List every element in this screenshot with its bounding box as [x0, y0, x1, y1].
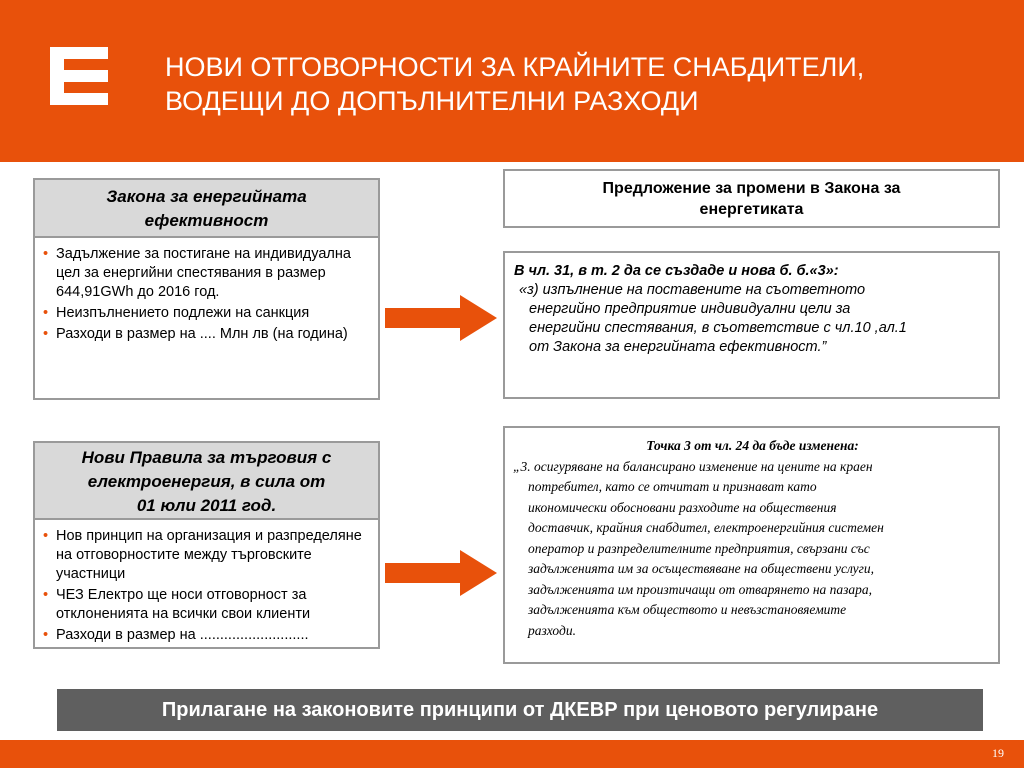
bullet-icon: •	[43, 326, 49, 342]
heading-line-2: ефективност	[144, 211, 269, 230]
heading-line-2: електроенергия, в сила от	[87, 472, 326, 491]
bullet-icon: •	[43, 587, 49, 603]
energy-efficiency-law-list	[35, 238, 378, 352]
header-band	[0, 0, 1024, 162]
cez-logo-icon	[50, 47, 108, 105]
page-title	[165, 50, 985, 118]
article-24-line: оператор и разпределителните предприятия, свързани със	[528, 540, 870, 556]
amendment-lead: В чл. 31, в т. 2 да се създаде и нова б. б.«3»:	[514, 263, 839, 279]
trading-rules-list	[35, 520, 378, 653]
page-number: 19	[992, 746, 1004, 760]
title-line-1: НОВИ ОТГОВОРНОСТИ ЗА КРАЙНИТЕ СНАБДИТЕЛИ,	[165, 52, 865, 82]
trading-rules-box	[33, 441, 380, 649]
article-24-line: задълженията към обществото и невъзстановяемите	[528, 602, 847, 617]
conclusion-banner: Прилагане на законовите принципи от ДКЕВР при ценовото регулиране	[57, 689, 983, 731]
proposal-heading-box	[503, 169, 1000, 228]
trading-rules-heading	[35, 443, 378, 520]
energy-act-amendment-box	[503, 251, 1000, 399]
bullet-icon: •	[43, 305, 49, 321]
article-24-line: задълженията им за осъществяване на обществени услуги,	[528, 561, 875, 576]
energy-efficiency-law-heading	[35, 180, 378, 238]
arrow-right-icon	[385, 550, 497, 596]
article-24-line: разходи.	[528, 622, 576, 638]
proposal-heading-line-1: Предложение за промени в Закона за	[602, 180, 901, 197]
heading-line-1: Закона за енергийната	[106, 187, 307, 206]
bullet-icon: •	[43, 528, 49, 544]
list-item: • Разходи в размер на ...........................	[43, 627, 309, 643]
bullet-icon: •	[43, 246, 49, 262]
arrow-right-icon	[385, 295, 497, 341]
amendment-line: енергийни спестявания, в съответствие с чл.10 ,ал.1	[529, 320, 907, 336]
article-24-line: доставчик, крайния снабдител, електроенергийния системен	[528, 520, 884, 535]
heading-line-1: Нови Правила за търговия с	[81, 448, 332, 467]
amendment-line: енергийно предприятие индивидуални цели за	[529, 301, 851, 317]
article-24-line: „3. осигуряване на балансирано изменение на цените на краен	[513, 458, 873, 474]
list-item: • Нов принцип на организация и разпределяне на отговорностите между търговските участници	[43, 528, 362, 582]
list-item: • Разходи в размер на .... Млн лв (на година)	[43, 326, 348, 342]
list-item: • ЧЕЗ Електро ще носи отговорност за отклоненията на всички свои клиенти	[43, 587, 311, 622]
article-24-amendment-box	[503, 426, 1000, 664]
article-24-heading: Точка 3 от чл. 24 да бъде изменена:	[646, 438, 859, 453]
amendment-line: «з) изпълнение на поставените на съответното	[519, 282, 866, 298]
heading-line-3: 01 юли 2011 год.	[136, 496, 277, 515]
title-line-2: ВОДЕЩИ ДО ДОПЪЛНИТЕЛНИ РАЗХОДИ	[165, 86, 699, 116]
proposal-heading-line-2: енергетиката	[699, 201, 804, 218]
article-24-line: задълженията им произтичащи от отварянето на пазара,	[528, 581, 873, 597]
energy-efficiency-law-box	[33, 178, 380, 400]
article-24-line: икономически обосновани разходите на обществения	[528, 499, 837, 515]
footer-band	[0, 740, 1024, 768]
article-24-line: потребител, като се отчитат и признават като	[528, 479, 817, 494]
list-item: • Неизпълнението подлежи на санкция	[43, 305, 310, 321]
list-item: • Задължение за постигане на индивидуална цел за енергийни спестявания в размер 644,91GWh до 2016 год.	[43, 246, 351, 300]
amendment-line: от Закона за енергийната ефективност.”	[529, 339, 827, 355]
bullet-icon: •	[43, 627, 49, 643]
